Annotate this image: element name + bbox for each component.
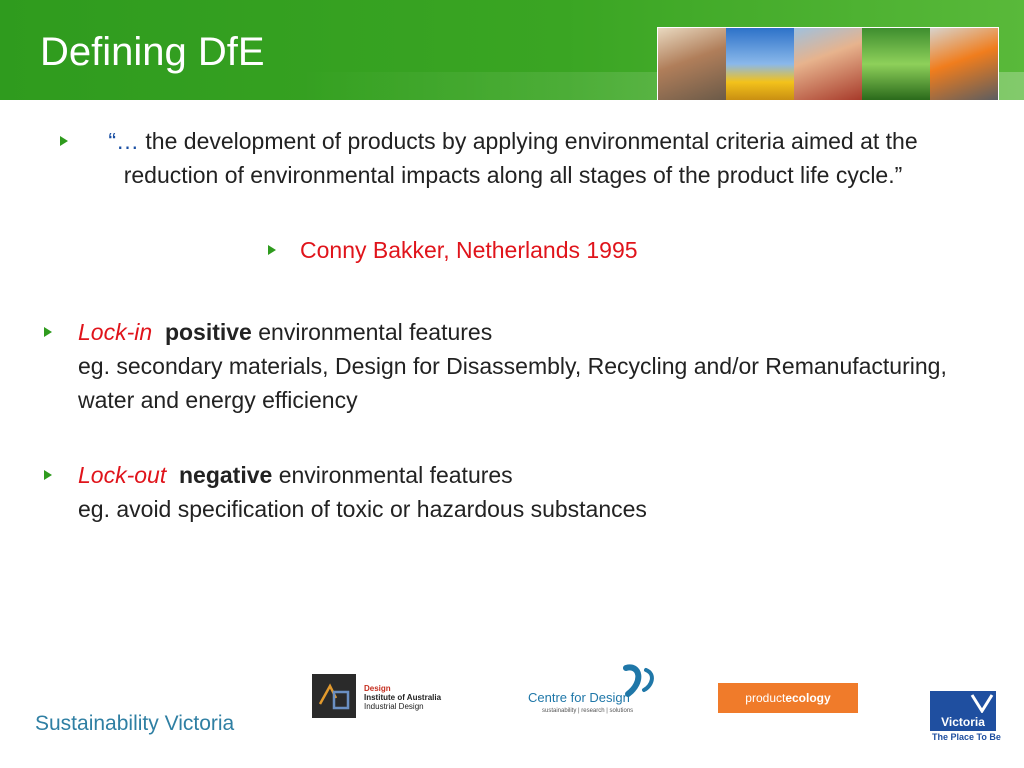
victoria-tagline: The Place To Be [932,732,1001,742]
victoria-box [930,691,996,731]
dia-line3: Industrial Design [364,702,424,711]
lock-in-emphasis: positive [164,319,252,345]
bullet-lock-in [78,315,978,417]
product-ecology-logo [718,683,858,713]
design-institute-text [364,684,441,711]
quote-body: the development of products by applying environmental criteria aimed at the reduction of environmental impacts along all stages of the product life cycle.” [123,128,918,188]
bullet-arrow-icon [44,327,52,337]
bullet-lock-out [78,458,978,526]
lock-out-rest: environmental features [278,462,513,488]
quote-text [80,124,946,192]
lock-in-rest: environmental features [258,319,493,345]
lock-in-label: Lock-in [78,319,153,345]
dia-line2: Institute of Australia [364,693,442,702]
pe-part2: ecology [785,691,831,705]
victoria-logo [930,691,1001,743]
lock-in-example: eg. secondary materials, Design for Disassembly, Recycling and/or Remanufacturing, water and energy efficiency [78,353,947,413]
photo-grandparent-child [794,28,862,100]
lock-out-label: Lock-out [78,462,167,488]
dia-line1: Design [364,684,391,693]
bullet-arrow-icon [44,470,52,480]
quote-attribution: Conny Bakker, Netherlands 1995 [300,237,638,263]
pe-part1: product [745,691,786,705]
bullet-lock-out-heading [78,458,978,492]
photo-workers [930,28,998,100]
design-institute-mark-icon [312,674,356,718]
header-banner [0,0,1024,100]
victoria-word: Victoria [941,715,985,729]
victoria-chevron-icon [970,693,994,713]
bullet-lock-in-heading [78,315,978,349]
centre-for-design-logo [528,664,658,720]
bullet-arrow-icon [60,136,68,146]
photo-family [658,28,726,100]
bullet-arrow-icon [268,245,276,255]
photo-sunflowers [726,28,794,100]
lock-out-example: eg. avoid specification of toxic or hazardous substances [78,496,647,522]
photo-waterfall [862,28,930,100]
lock-out-emphasis: negative [179,462,273,488]
centre-for-design-tagline: sustainability | research | solutions [542,708,634,714]
centre-for-design-name: Centre for Design [528,690,630,705]
design-institute-logo [312,674,462,720]
header-photo-strip [657,27,999,101]
quote-open: “… [108,128,140,154]
slide-title: Defining DfE [40,30,265,74]
footer-brand: Sustainability Victoria [35,712,235,735]
